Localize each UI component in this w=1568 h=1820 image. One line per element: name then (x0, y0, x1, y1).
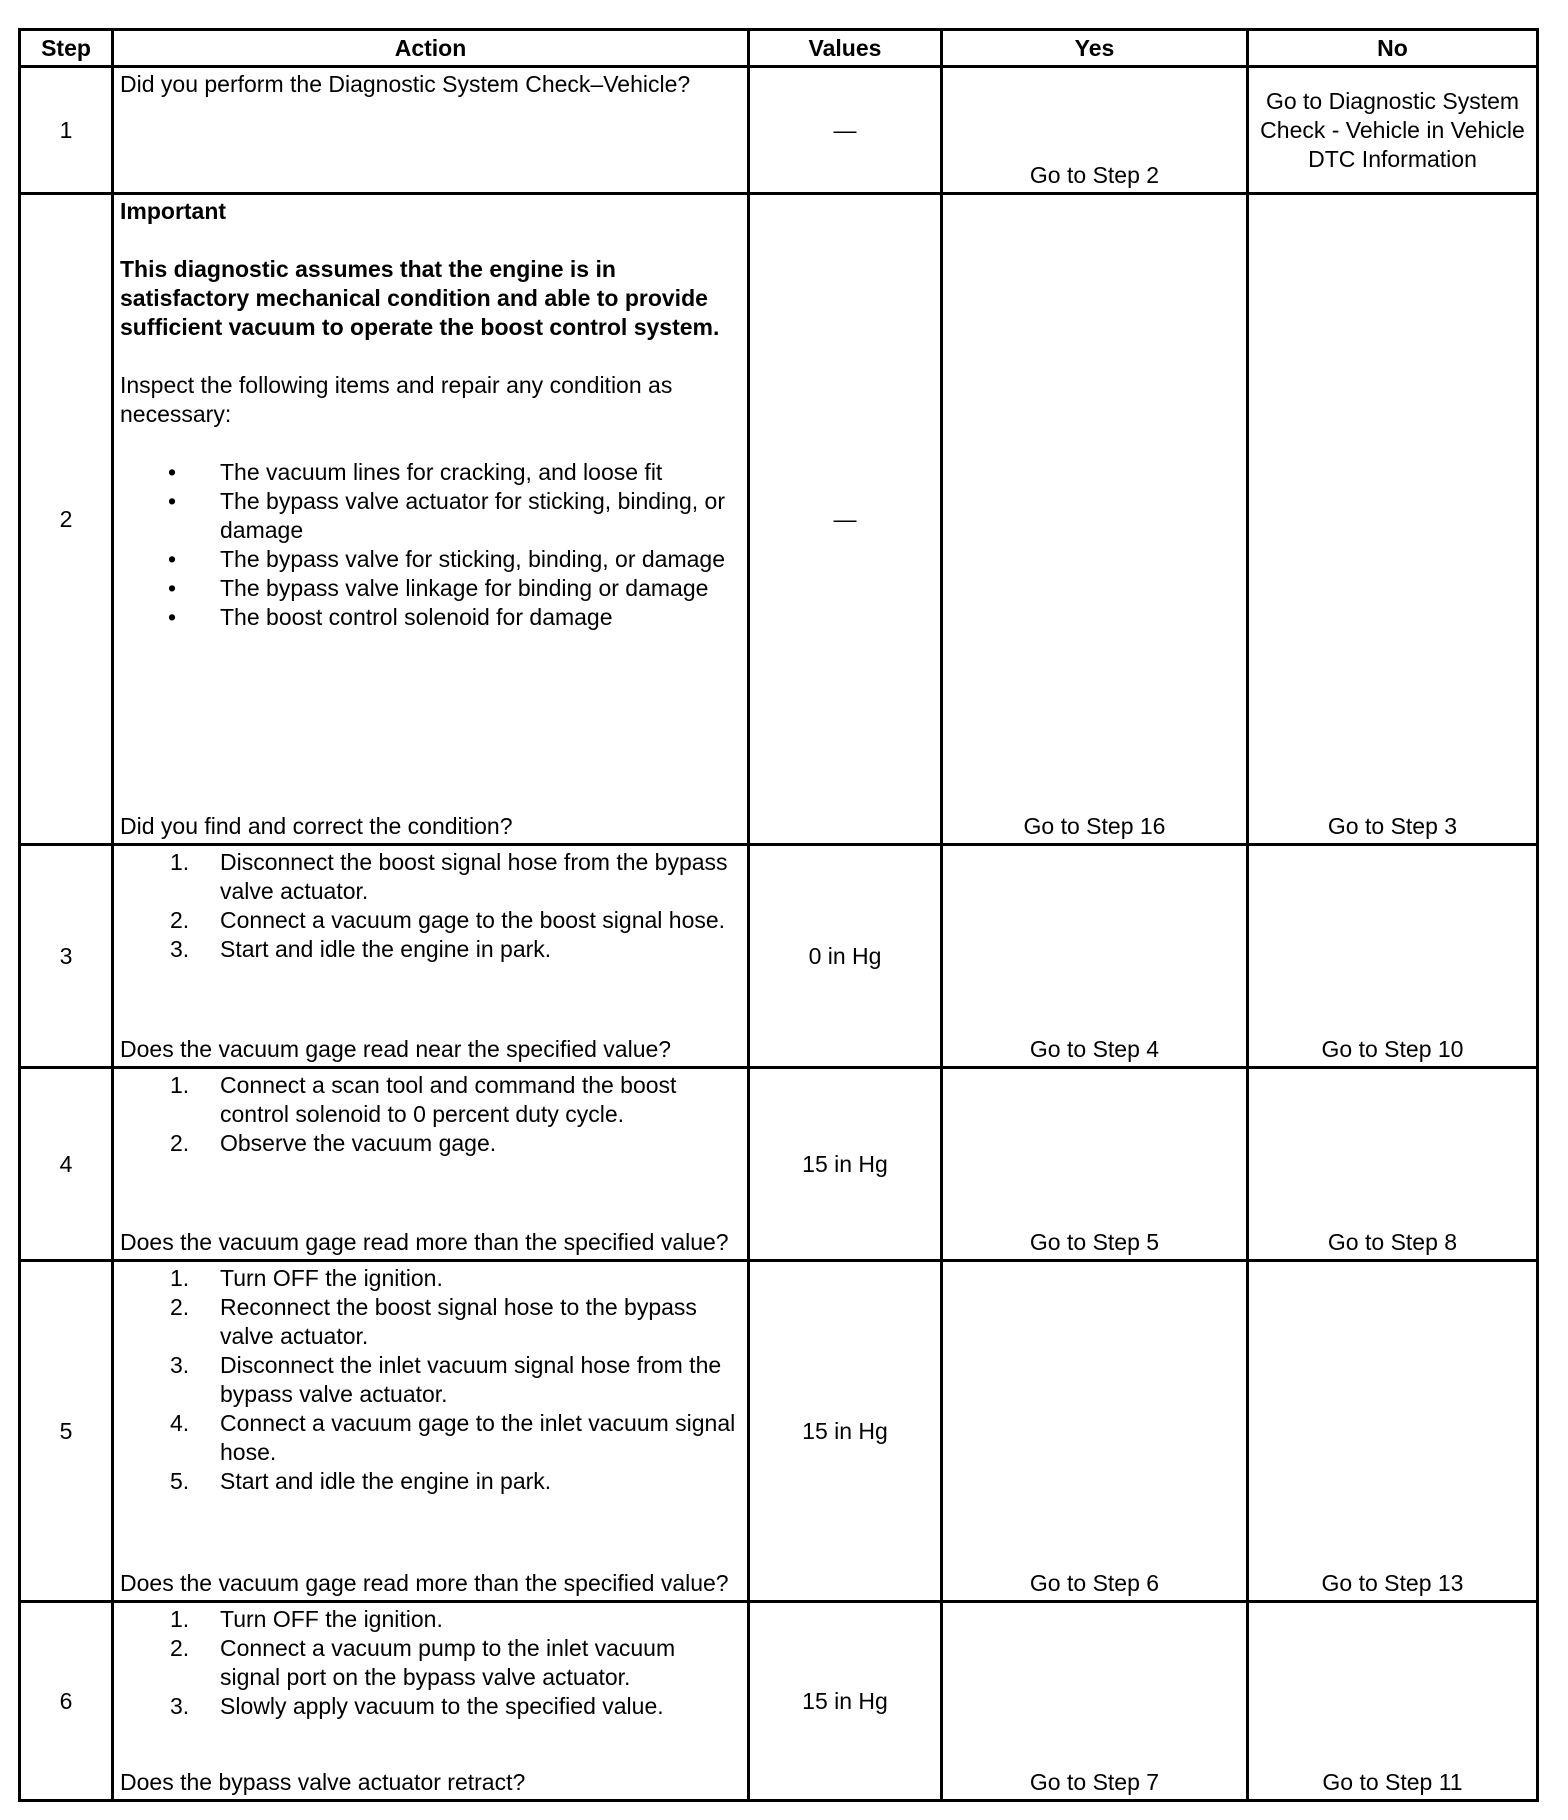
action-question: Does the vacuum gage read near the specified value? (120, 1036, 672, 1062)
list-item: • The bypass valve linkage for binding or damage (120, 574, 741, 603)
list-item (120, 1467, 741, 1496)
yes-cell: Go to Step 4 (942, 845, 1248, 1068)
list-item: • The bypass valve for sticking, binding, or damage (120, 545, 741, 574)
list-item (120, 1071, 741, 1129)
list-number: 1. (170, 1265, 190, 1291)
important-text: This diagnostic assumes that the engine is in satisfactory mechanical condition and able to provide sufficient vacuum to operate the boost control system. (120, 256, 720, 340)
value-cell: 15 in Hg (749, 1068, 942, 1261)
action-cell (113, 1261, 749, 1602)
list-text: Observe the vacuum gage. (220, 1130, 497, 1156)
yes-cell: Go to Step 7 (942, 1602, 1248, 1801)
list-text: Connect a vacuum pump to the inlet vacuum signal port on the bypass valve actuator. (220, 1635, 676, 1690)
action-cell (113, 194, 749, 845)
list-number: 1. (170, 849, 190, 875)
list-number: 2. (170, 1294, 190, 1320)
step-number: 6 (20, 1602, 113, 1801)
list-item (120, 1293, 741, 1351)
yes-cell: Go to Step 16 (942, 194, 1248, 845)
list-text: Reconnect the boost signal hose to the bypass valve actuator. (220, 1294, 697, 1349)
header-step: Step (20, 30, 113, 67)
list-number: 1. (170, 1072, 190, 1098)
diagnostic-table (18, 28, 1539, 1802)
list-text: Turn OFF the ignition. (220, 1606, 443, 1632)
list-item: • The bypass valve actuator for sticking, binding, or damage (120, 487, 741, 545)
list-text: Disconnect the inlet vacuum signal hose from the bypass valve actuator. (220, 1352, 722, 1407)
procedure-list (120, 1071, 741, 1158)
list-number: 2. (170, 1635, 190, 1661)
header-yes: Yes (942, 30, 1248, 67)
table-row (20, 67, 1538, 194)
list-number: 2. (170, 907, 190, 933)
action-question: Did you perform the Diagnostic System Check–Vehicle? (120, 71, 691, 97)
list-number: 3. (170, 1352, 190, 1378)
yes-cell: Go to Step 5 (942, 1068, 1248, 1261)
list-text: Connect a scan tool and command the boost control solenoid to 0 percent duty cycle. (220, 1072, 677, 1127)
procedure-list (120, 848, 741, 964)
no-cell: Go to Step 3 (1248, 194, 1538, 845)
action-cell (113, 67, 749, 194)
value-cell: — (749, 67, 942, 194)
list-text: Start and idle the engine in park. (220, 1468, 552, 1494)
header-action: Action (113, 30, 749, 67)
list-item (120, 1692, 741, 1721)
yes-cell: Go to Step 6 (942, 1261, 1248, 1602)
list-text: Connect a vacuum gage to the boost signal hose. (220, 907, 726, 933)
table-row (20, 1068, 1538, 1261)
list-item (120, 906, 741, 935)
table-row (20, 1602, 1538, 1801)
action-question: Did you find and correct the condition? (120, 813, 513, 839)
list-number: 3. (170, 936, 190, 962)
list-item (120, 1351, 741, 1409)
procedure-list (120, 1605, 741, 1721)
yes-cell: Go to Step 2 (942, 67, 1248, 194)
important-label: Important (120, 198, 227, 224)
list-item (120, 1605, 741, 1634)
list-number: 2. (170, 1130, 190, 1156)
step-number: 2 (20, 194, 113, 845)
no-cell: Go to Step 8 (1248, 1068, 1538, 1261)
list-number: 4. (170, 1410, 190, 1436)
list-text: Connect a vacuum gage to the inlet vacuum signal hose. (220, 1410, 736, 1465)
list-number: 3. (170, 1693, 190, 1719)
action-question: Does the vacuum gage read more than the specified value? (120, 1570, 729, 1596)
list-text: Disconnect the boost signal hose from the bypass valve actuator. (220, 849, 728, 904)
header-no: No (1248, 30, 1538, 67)
value-cell: — (749, 194, 942, 845)
list-text: Slowly apply vacuum to the specified value. (220, 1693, 664, 1719)
list-item: • The vacuum lines for cracking, and loose fit (120, 458, 741, 487)
table-row (20, 845, 1538, 1068)
list-number: 5. (170, 1468, 190, 1494)
list-text: Turn OFF the ignition. (220, 1265, 443, 1291)
no-cell: Go to Step 13 (1248, 1261, 1538, 1602)
step-number: 5 (20, 1261, 113, 1602)
no-cell: Go to Diagnostic System Check - Vehicle in Vehicle DTC Information (1248, 67, 1538, 194)
step-number: 4 (20, 1068, 113, 1261)
action-cell (113, 845, 749, 1068)
inspection-list (120, 458, 741, 632)
list-item (120, 1129, 741, 1158)
no-cell: Go to Step 10 (1248, 845, 1538, 1068)
no-cell: Go to Step 11 (1248, 1602, 1538, 1801)
action-cell (113, 1602, 749, 1801)
step-number: 1 (20, 67, 113, 194)
header-values: Values (749, 30, 942, 67)
list-text: Start and idle the engine in park. (220, 936, 552, 962)
action-cell (113, 1068, 749, 1261)
list-item (120, 1264, 741, 1293)
value-cell: 15 in Hg (749, 1602, 942, 1801)
list-item (120, 935, 741, 964)
step-number: 3 (20, 845, 113, 1068)
procedure-list (120, 1264, 741, 1496)
table-row (20, 1261, 1538, 1602)
action-question: Does the bypass valve actuator retract? (120, 1769, 526, 1795)
list-number: 1. (170, 1606, 190, 1632)
list-item (120, 1409, 741, 1467)
list-item (120, 848, 741, 906)
action-question: Does the vacuum gage read more than the specified value? (120, 1229, 729, 1255)
value-cell: 15 in Hg (749, 1261, 942, 1602)
list-item: • The boost control solenoid for damage (120, 603, 741, 632)
table-row (20, 194, 1538, 845)
list-item (120, 1634, 741, 1692)
header-row (20, 30, 1538, 67)
value-cell: 0 in Hg (749, 845, 942, 1068)
action-intro: Inspect the following items and repair any condition as necessary: (120, 372, 673, 427)
